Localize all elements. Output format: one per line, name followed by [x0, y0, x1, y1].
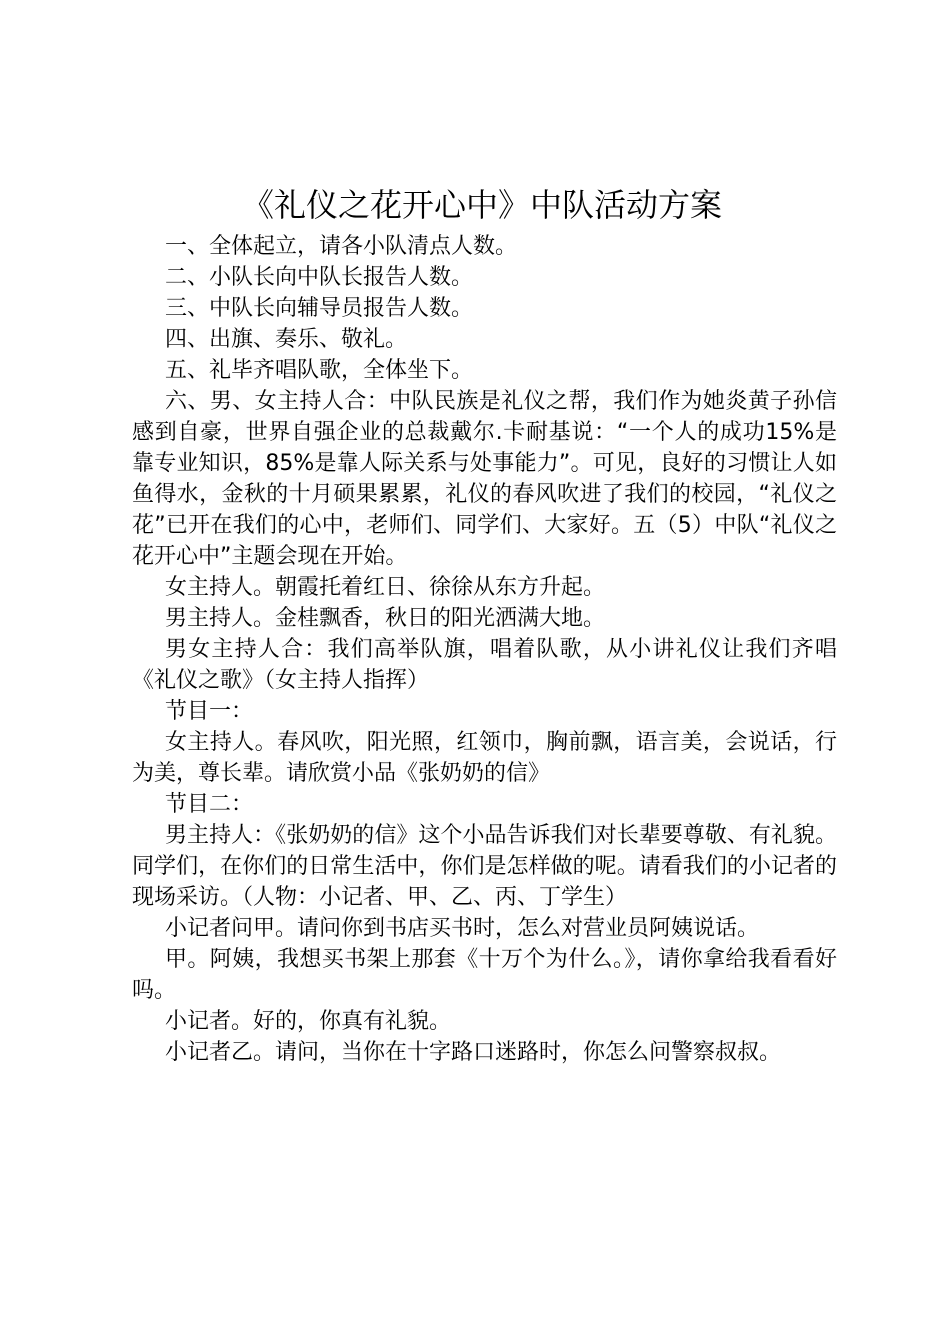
document-body — [132, 231, 837, 1068]
paragraph: 三、中队长向辅导员报告人数。 — [165, 296, 474, 321]
paragraph: 二、小队长向中队长报告人数。 — [165, 265, 474, 290]
paragraph: 小记者。好的，你真有礼貌。 — [165, 1009, 452, 1034]
paragraph: 小记者乙。请问，当你在十字路口迷路时，你怎么问警察叔叔。 — [165, 1040, 782, 1065]
paragraph: 男女主持人合：我们高举队旗，唱着队歌，从小讲礼仪让我们齐唱《礼仪之歌》（女主持人指挥） — [132, 637, 837, 693]
paragraph: 五、礼毕齐唱队歌，全体坐下。 — [165, 358, 474, 383]
document-title: 《礼仪之花开心中》中队活动方案 — [241, 186, 722, 224]
paragraph: 男主持人：《张奶奶的信》这个小品告诉我们对长辈要尊敬、有礼貌。同学们，在你们的日常生活中，你们是怎样做的呢。请看我们的小记者的现场采访。（人物：小记者、甲、乙、丙、丁学生） — [132, 823, 837, 910]
paragraph: 甲。阿姨，我想买书架上那套《十万个为什么。》，请你拿给我看看好吗。 — [132, 947, 837, 1003]
paragraph: 四、出旗、奏乐、敬礼。 — [165, 327, 408, 352]
paragraph: 节目一： — [165, 699, 254, 724]
paragraph: 一、全体起立，请各小队清点人数。 — [165, 234, 518, 259]
paragraph: 男主持人。金桂飘香，秋日的阳光洒满大地。 — [165, 606, 606, 631]
paragraph: 女主持人。春风吹，阳光照，红领巾，胸前飘，语言美，会说话，行为美，尊长辈。请欣赏小品《张奶奶的信》 — [132, 730, 837, 786]
paragraph: 节目二： — [165, 792, 254, 817]
paragraph: 六、男、女主持人合：中队民族是礼仪之帮，我们作为她炎黄子孙信感到自豪，世界自强企业的总裁戴尔.卡耐基说：“一个人的成功15%是靠专业知识，85%是靠人际关系与处事能力”。可见，良好的习惯让人如鱼得水，金秋的十月硕果累累，礼仪的春风吹进了我们的校园，“礼仪之花”已开在我们的心中，老师们、同学们、大家好。五（5）中队“礼仪之花开心中”主题会现在开始。 — [132, 389, 837, 569]
paragraph: 女主持人。朝霞托着红日、徐徐从东方升起。 — [165, 575, 606, 600]
paragraph: 小记者问甲。请问你到书店买书时，怎么对营业员阿姨说话。 — [165, 916, 760, 941]
